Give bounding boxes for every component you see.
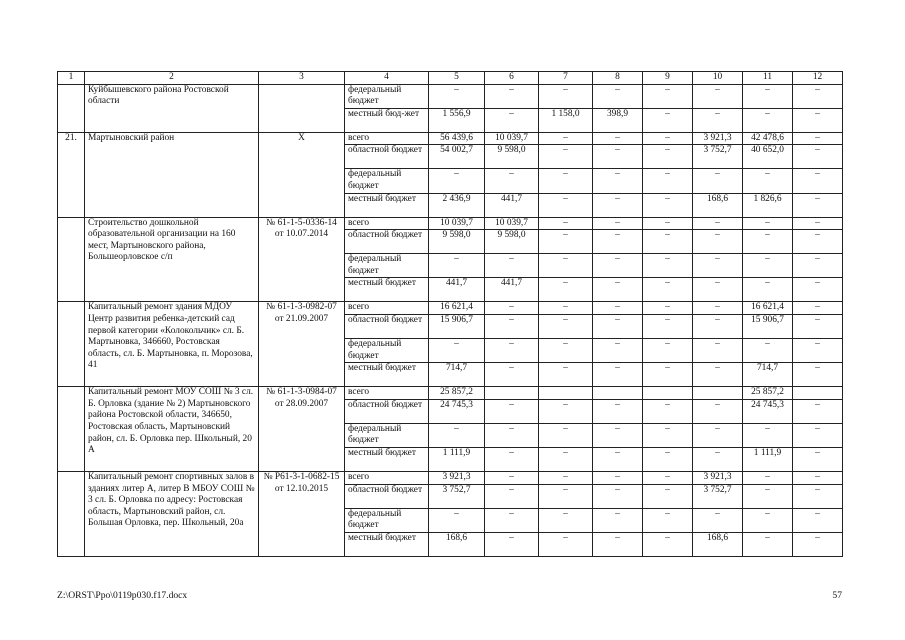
- value-cell: 714,7: [429, 363, 485, 387]
- row-number: [58, 471, 85, 556]
- table-row: [58, 132, 843, 145]
- value-cell: –: [539, 314, 593, 338]
- column-header: 3: [259, 72, 345, 85]
- funding-source: федеральный бюджет: [345, 84, 429, 108]
- value-cell: 15 906,7: [429, 314, 485, 338]
- value-cell: 9 598,0: [429, 230, 485, 254]
- column-header: 7: [539, 72, 593, 85]
- value-cell: –: [743, 84, 793, 108]
- value-cell: –: [793, 447, 843, 471]
- column-header: 1: [58, 72, 85, 85]
- value-cell: –: [643, 108, 693, 132]
- value-cell: 441,7: [485, 193, 539, 217]
- value-cell: –: [743, 508, 793, 532]
- funding-source: местный бюджет: [345, 278, 429, 302]
- object-name: Мартыновский район: [85, 132, 259, 217]
- value-cell: –: [643, 217, 693, 230]
- value-cell: 24 745,3: [429, 399, 485, 423]
- value-cell: –: [485, 338, 539, 362]
- value-cell: –: [693, 508, 743, 532]
- value-cell: –: [793, 508, 843, 532]
- value-cell: –: [693, 108, 743, 132]
- value-cell: –: [593, 447, 643, 471]
- value-cell: 54 002,7: [429, 145, 485, 169]
- value-cell: –: [539, 169, 593, 193]
- funding-source: областной бюджет: [345, 230, 429, 254]
- value-cell: 1 556,9: [429, 108, 485, 132]
- value-cell: –: [743, 338, 793, 362]
- value-cell: –: [743, 217, 793, 230]
- value-cell: [693, 387, 743, 400]
- value-cell: –: [539, 399, 593, 423]
- value-cell: –: [643, 230, 693, 254]
- value-cell: –: [693, 338, 743, 362]
- value-cell: –: [793, 314, 843, 338]
- value-cell: –: [593, 314, 643, 338]
- value-cell: [485, 387, 539, 400]
- value-cell: –: [793, 254, 843, 278]
- value-cell: –: [593, 302, 643, 315]
- value-cell: 3 752,7: [693, 484, 743, 508]
- value-cell: –: [643, 471, 693, 484]
- value-cell: –: [429, 84, 485, 108]
- value-cell: [539, 387, 593, 400]
- funding-source: федеральный бюджет: [345, 508, 429, 532]
- value-cell: 1 158,0: [539, 108, 593, 132]
- value-cell: –: [593, 278, 643, 302]
- value-cell: –: [693, 169, 743, 193]
- value-cell: –: [793, 484, 843, 508]
- budget-table: [57, 71, 843, 557]
- table-row: [58, 302, 843, 315]
- value-cell: 10 039,7: [485, 217, 539, 230]
- value-cell: 9 598,0: [485, 230, 539, 254]
- value-cell: –: [539, 484, 593, 508]
- value-cell: –: [643, 338, 693, 362]
- value-cell: –: [793, 84, 843, 108]
- funding-source: всего: [345, 217, 429, 230]
- value-cell: –: [593, 423, 643, 447]
- value-cell: –: [643, 508, 693, 532]
- value-cell: –: [793, 532, 843, 556]
- value-cell: –: [593, 84, 643, 108]
- value-cell: –: [793, 423, 843, 447]
- value-cell: –: [743, 423, 793, 447]
- value-cell: –: [539, 447, 593, 471]
- value-cell: 16 621,4: [429, 302, 485, 315]
- value-cell: 10 039,7: [429, 217, 485, 230]
- table-row: [58, 84, 843, 108]
- value-cell: –: [539, 338, 593, 362]
- value-cell: –: [693, 278, 743, 302]
- value-cell: 168,6: [693, 532, 743, 556]
- value-cell: –: [693, 217, 743, 230]
- value-cell: –: [593, 532, 643, 556]
- funding-source: местный бюджет: [345, 193, 429, 217]
- value-cell: –: [643, 169, 693, 193]
- value-cell: –: [793, 132, 843, 145]
- value-cell: –: [793, 108, 843, 132]
- value-cell: –: [643, 363, 693, 387]
- value-cell: –: [593, 338, 643, 362]
- value-cell: –: [485, 363, 539, 387]
- value-cell: –: [593, 145, 643, 169]
- value-cell: –: [743, 254, 793, 278]
- value-cell: –: [539, 230, 593, 254]
- value-cell: –: [793, 145, 843, 169]
- value-cell: –: [485, 314, 539, 338]
- value-cell: 42 478,6: [743, 132, 793, 145]
- value-cell: 398,9: [593, 108, 643, 132]
- value-cell: –: [539, 193, 593, 217]
- funding-source: федеральный бюджет: [345, 254, 429, 278]
- value-cell: –: [743, 230, 793, 254]
- value-cell: 441,7: [429, 278, 485, 302]
- document-reference: № Р61-3-1-0682-15 от 12.10.2015: [259, 471, 345, 556]
- header-row: [58, 72, 843, 85]
- value-cell: –: [793, 217, 843, 230]
- column-header: 9: [643, 72, 693, 85]
- value-cell: –: [743, 278, 793, 302]
- value-cell: [593, 387, 643, 400]
- value-cell: –: [593, 508, 643, 532]
- value-cell: –: [643, 193, 693, 217]
- value-cell: –: [539, 471, 593, 484]
- value-cell: –: [429, 338, 485, 362]
- value-cell: –: [743, 169, 793, 193]
- object-name: Капитальный ремонт спортивных залов в зданиях литер А, литер В МБОУ СОШ № 3 сл. Б. Орловка по адресу: Ростовская область, Мартыновский район, сл. Большая Орловка, пер. Школьный, 20а: [85, 471, 259, 556]
- value-cell: –: [429, 423, 485, 447]
- value-cell: –: [593, 254, 643, 278]
- value-cell: 24 745,3: [743, 399, 793, 423]
- value-cell: 1 111,9: [429, 447, 485, 471]
- column-header: 6: [485, 72, 539, 85]
- row-number: [58, 84, 85, 132]
- value-cell: –: [693, 363, 743, 387]
- value-cell: 40 652,0: [743, 145, 793, 169]
- value-cell: 3 921,3: [693, 471, 743, 484]
- value-cell: –: [485, 532, 539, 556]
- value-cell: 3 752,7: [429, 484, 485, 508]
- column-header: 10: [693, 72, 743, 85]
- funding-source: областной бюджет: [345, 399, 429, 423]
- value-cell: –: [693, 254, 743, 278]
- value-cell: –: [593, 399, 643, 423]
- value-cell: 25 857,2: [429, 387, 485, 400]
- document-reference: № 61-1-3-0984-07 от 28.09.2007: [259, 387, 345, 472]
- document-reference: [259, 84, 345, 132]
- value-cell: –: [593, 193, 643, 217]
- value-cell: –: [539, 423, 593, 447]
- value-cell: –: [485, 423, 539, 447]
- value-cell: –: [429, 508, 485, 532]
- value-cell: 168,6: [693, 193, 743, 217]
- value-cell: –: [793, 230, 843, 254]
- value-cell: –: [485, 471, 539, 484]
- value-cell: –: [643, 132, 693, 145]
- value-cell: –: [793, 302, 843, 315]
- value-cell: 9 598,0: [485, 145, 539, 169]
- value-cell: –: [539, 145, 593, 169]
- value-cell: –: [693, 314, 743, 338]
- funding-source: всего: [345, 387, 429, 400]
- value-cell: –: [429, 254, 485, 278]
- funding-source: всего: [345, 302, 429, 315]
- value-cell: –: [485, 302, 539, 315]
- funding-source: местный бюджет: [345, 532, 429, 556]
- file-path-footer: Z:\ORST\Ppo\0119p030.f17.docx: [57, 590, 188, 601]
- table-row: [58, 471, 843, 484]
- row-number: [58, 217, 85, 302]
- value-cell: 714,7: [743, 363, 793, 387]
- value-cell: 1 826,6: [743, 193, 793, 217]
- funding-source: местный бюджет: [345, 363, 429, 387]
- value-cell: –: [593, 230, 643, 254]
- value-cell: –: [793, 338, 843, 362]
- value-cell: 15 906,7: [743, 314, 793, 338]
- funding-source: местный бюд-жет: [345, 108, 429, 132]
- value-cell: 56 439,6: [429, 132, 485, 145]
- value-cell: –: [743, 108, 793, 132]
- value-cell: [643, 387, 693, 400]
- document-reference: № 61-1-5-0336-14 от 10.07.2014: [259, 217, 345, 302]
- value-cell: –: [793, 169, 843, 193]
- value-cell: –: [643, 302, 693, 315]
- value-cell: –: [593, 363, 643, 387]
- value-cell: 3 752,7: [693, 145, 743, 169]
- value-cell: –: [693, 399, 743, 423]
- value-cell: –: [485, 399, 539, 423]
- funding-source: всего: [345, 471, 429, 484]
- value-cell: –: [743, 532, 793, 556]
- value-cell: –: [793, 278, 843, 302]
- value-cell: –: [485, 84, 539, 108]
- value-cell: –: [539, 532, 593, 556]
- value-cell: 3 921,3: [429, 471, 485, 484]
- funding-source: областной бюджет: [345, 484, 429, 508]
- value-cell: –: [643, 254, 693, 278]
- page-number: 57: [832, 590, 842, 601]
- value-cell: –: [643, 399, 693, 423]
- value-cell: –: [643, 423, 693, 447]
- value-cell: –: [485, 169, 539, 193]
- funding-source: федеральный бюджет: [345, 423, 429, 447]
- value-cell: –: [643, 314, 693, 338]
- value-cell: –: [485, 108, 539, 132]
- value-cell: –: [539, 508, 593, 532]
- value-cell: –: [539, 278, 593, 302]
- value-cell: –: [485, 508, 539, 532]
- value-cell: –: [485, 254, 539, 278]
- column-header: 4: [345, 72, 429, 85]
- value-cell: –: [539, 217, 593, 230]
- value-cell: 2 436,9: [429, 193, 485, 217]
- value-cell: –: [693, 230, 743, 254]
- value-cell: –: [593, 132, 643, 145]
- value-cell: –: [593, 217, 643, 230]
- value-cell: –: [539, 84, 593, 108]
- value-cell: –: [485, 484, 539, 508]
- value-cell: –: [793, 193, 843, 217]
- value-cell: –: [793, 471, 843, 484]
- value-cell: –: [743, 471, 793, 484]
- value-cell: –: [539, 302, 593, 315]
- value-cell: –: [539, 363, 593, 387]
- funding-source: федеральный бюджет: [345, 338, 429, 362]
- value-cell: 3 921,3: [693, 132, 743, 145]
- row-number: [58, 387, 85, 472]
- object-name: Капитальный ремонт здания МДОУ Центр развития ребенка-детский сад первой категории «Колокольчик» сл. Б. Мартыновка, 346660, Ростовская область, сл. Б. Мартыновка, п. Морозова, 41: [85, 302, 259, 387]
- value-cell: –: [693, 84, 743, 108]
- funding-source: всего: [345, 132, 429, 145]
- value-cell: –: [793, 399, 843, 423]
- object-name: Капитальный ремонт МОУ СОШ № 3 сл. Б. Орловка (здание № 2) Мартыновского района Ростовской области, 346650, Ростовская область, Мартыновский район, сл. Б. Орловка пер. Школьный, 20 А: [85, 387, 259, 472]
- value-cell: 168,6: [429, 532, 485, 556]
- value-cell: –: [429, 169, 485, 193]
- funding-source: областной бюджет: [345, 314, 429, 338]
- value-cell: –: [793, 363, 843, 387]
- value-cell: –: [485, 447, 539, 471]
- row-number: 21.: [58, 132, 85, 217]
- value-cell: –: [593, 484, 643, 508]
- value-cell: –: [693, 302, 743, 315]
- column-header: 5: [429, 72, 485, 85]
- value-cell: 25 857,2: [743, 387, 793, 400]
- value-cell: –: [643, 484, 693, 508]
- document-reference: Х: [259, 132, 345, 217]
- value-cell: 1 111,9: [743, 447, 793, 471]
- value-cell: 10 039,7: [485, 132, 539, 145]
- funding-source: областной бюджет: [345, 145, 429, 169]
- value-cell: –: [643, 145, 693, 169]
- value-cell: –: [643, 532, 693, 556]
- value-cell: –: [593, 471, 643, 484]
- value-cell: –: [643, 447, 693, 471]
- table-row: [58, 387, 843, 400]
- table-row: [58, 217, 843, 230]
- value-cell: –: [539, 254, 593, 278]
- value-cell: –: [643, 278, 693, 302]
- value-cell: [793, 387, 843, 400]
- value-cell: 441,7: [485, 278, 539, 302]
- row-number: [58, 302, 85, 387]
- funding-source: федеральный бюджет: [345, 169, 429, 193]
- value-cell: –: [539, 132, 593, 145]
- value-cell: –: [643, 84, 693, 108]
- funding-source: местный бюджет: [345, 447, 429, 471]
- value-cell: –: [593, 169, 643, 193]
- object-name: Куйбышевского района Ростовской области: [85, 84, 259, 132]
- document-reference: № 61-1-3-0982-07 от 21.09.2007: [259, 302, 345, 387]
- column-header: 12: [793, 72, 843, 85]
- column-header: 2: [85, 72, 259, 85]
- value-cell: –: [693, 447, 743, 471]
- value-cell: 16 621,4: [743, 302, 793, 315]
- column-header: 8: [593, 72, 643, 85]
- value-cell: –: [743, 484, 793, 508]
- value-cell: –: [693, 423, 743, 447]
- column-header: 11: [743, 72, 793, 85]
- object-name: Строительство дошкольной образовательной организации на 160 мест, Мартыновского района, Большеорловское с/п: [85, 217, 259, 302]
